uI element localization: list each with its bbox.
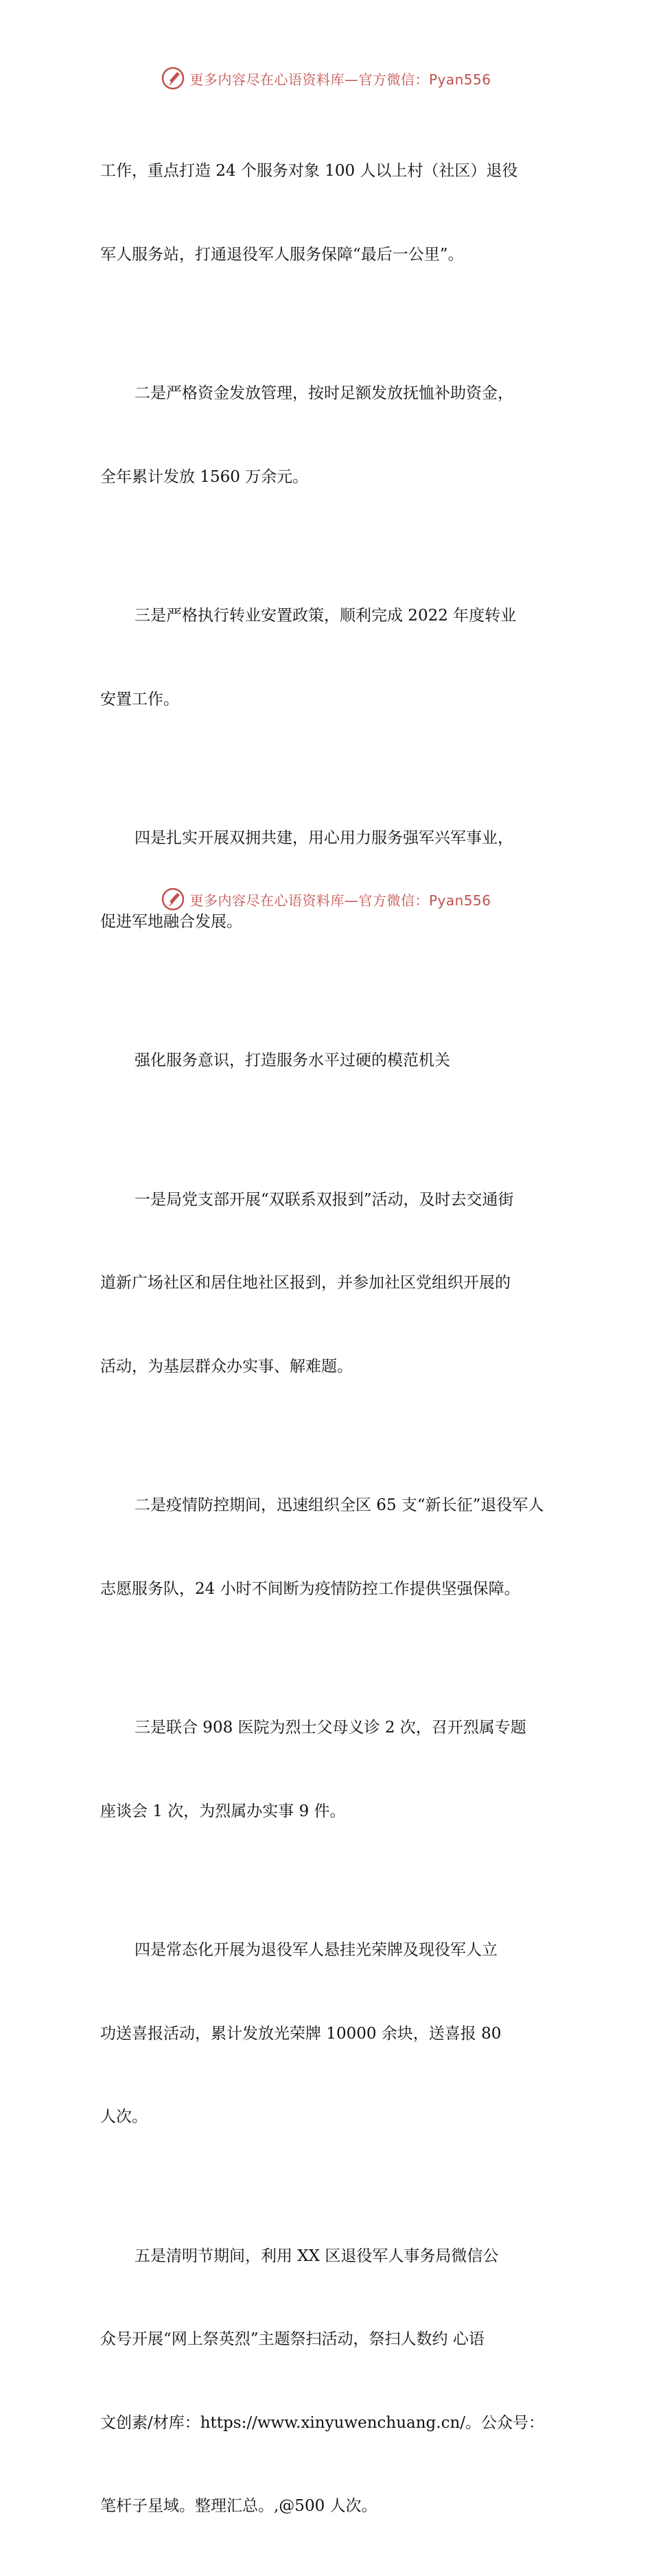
text-line: 人次。 (100, 2108, 148, 2126)
text-line: 一是局党支部开展“双联系双报到”活动，及时去交通街 (135, 1190, 514, 1209)
paragraph-6 (100, 1130, 574, 1437)
text-line: 安置工作。 (100, 690, 179, 708)
text-line: 四是扎实开展双拥共建，用心用力服务强军兴军事业， (135, 829, 513, 847)
text-line: 座谈会 1 次，为烈属办实事 9 件。 (100, 1802, 346, 1820)
document-body (100, 102, 574, 2576)
text-line: 活动，为基层群众办实事、解难题。 (100, 1357, 353, 1376)
paragraph-3 (100, 546, 574, 769)
text-line: 全年累计发放 1560 万余元。 (100, 467, 309, 486)
section-heading (100, 991, 574, 1130)
text-line: 三是联合 908 医院为烈士父母义诊 2 次，召开烈属专题 (135, 1719, 526, 1737)
paragraph-1 (100, 102, 574, 324)
text-line: 促进军地融合发展。 (100, 912, 242, 931)
paragraph-9 (100, 1881, 574, 2187)
pen-seal-logo-icon (161, 66, 185, 91)
text-line: 三是严格执行转业安置政策，顺利完成 2022 年度转业 (135, 607, 517, 625)
text-line: 文创素/材库：https://www.xinyuwenchuang.cn/。公众号： (100, 2413, 545, 2432)
text-line: 二是疫情防控期间，迅速组织全区 65 支“新长征”退役军人 (135, 1496, 544, 1514)
paragraph-4 (100, 769, 574, 991)
text-line: 二是严格资金发放管理，按时足额发放抚恤补助资金， (135, 384, 513, 402)
footer-banner (0, 885, 652, 913)
header-banner (0, 65, 652, 92)
header-banner-text: 更多内容尽在心语资料库—官方微信：Pyan556 (189, 71, 491, 88)
text-line: 笔杆子星域。整理汇总。,@500 人次。 (100, 2497, 377, 2515)
text-line: 五是清明节期间，利用 XX 区退役军人事务局微信公 (135, 2247, 499, 2265)
text-line: 四是常态化开展为退役军人悬挂光荣牌及现役军人立 (135, 1941, 498, 1959)
text-line: 军人服务站，打通退役军人服务保障“最后一公里”。 (100, 245, 464, 264)
paragraph-7 (100, 1436, 574, 1658)
text-line: 工作，重点打造 24 个服务对象 100 人以上村（社区）退役 (100, 162, 518, 180)
text-line: 功送喜报活动，累计发放光荣牌 10000 余块，送喜报 80 (100, 2024, 502, 2043)
text-line: 道新广场社区和居住地社区报到，并参加社区党组织开展的 (100, 1274, 511, 1292)
paragraph-2 (100, 324, 574, 546)
footer-banner-text: 更多内容尽在心语资料库—官方微信：Pyan556 (189, 892, 491, 909)
pen-seal-logo-icon (161, 887, 185, 912)
paragraph-8 (100, 1658, 574, 1881)
text-line: 强化服务意识，打造服务水平过硬的模范机关 (135, 1052, 450, 1069)
text-line: 众号开展“网上祭英烈”主题祭扫活动，祭扫人数约 心语 (100, 2330, 485, 2348)
paragraph-10 (100, 2187, 574, 2576)
text-line: 志愿服务队，24 小时不间断为疫情防控工作提供坚强保障。 (100, 1579, 520, 1598)
